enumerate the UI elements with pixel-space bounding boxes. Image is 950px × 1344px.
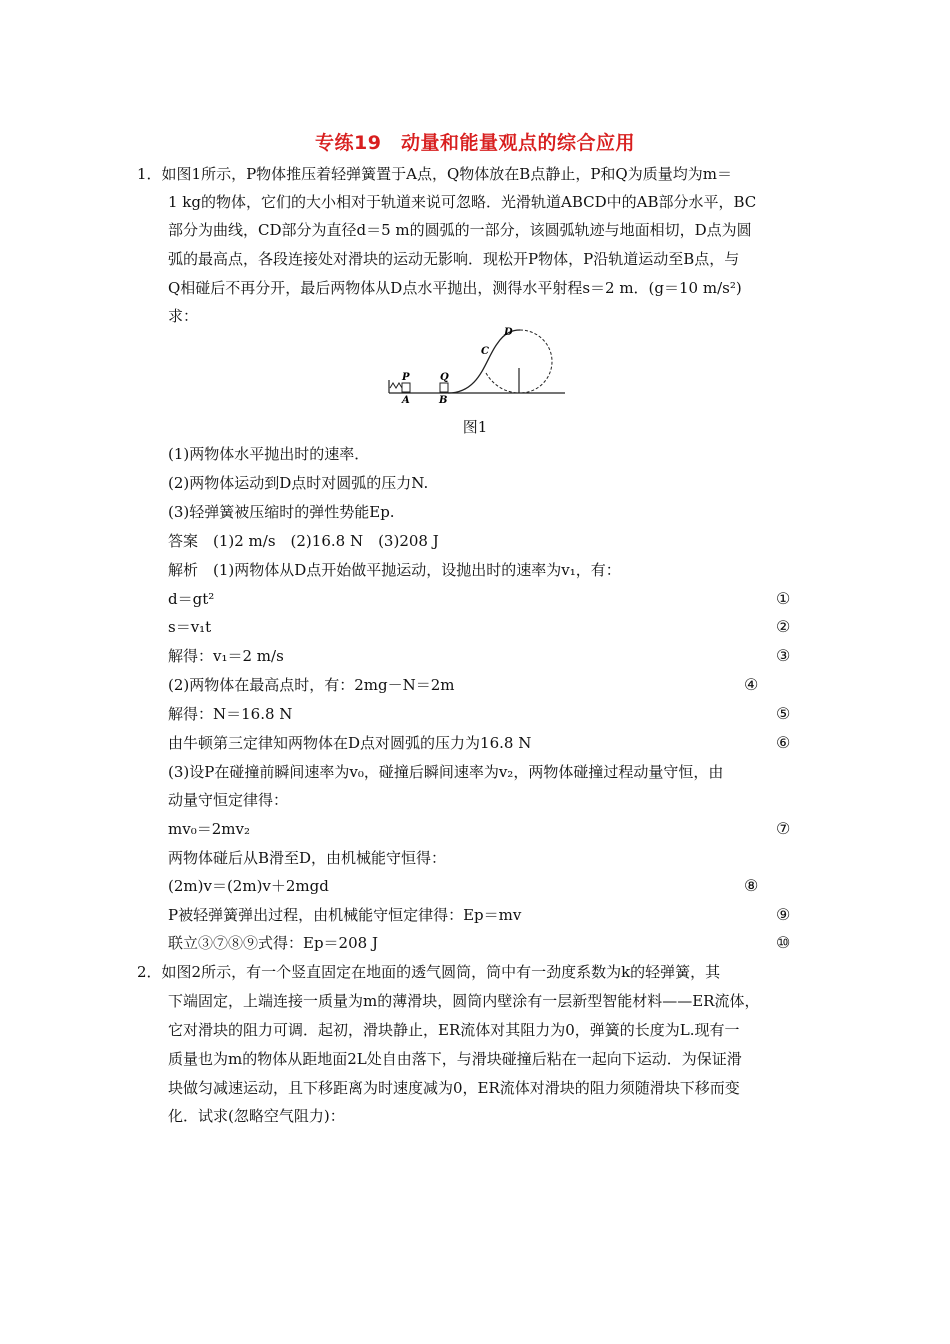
solution-line-14: 联立③⑦⑧⑨式得：Ep＝208 J (168, 934, 378, 952)
solution-line-5: (2)两物体在最高点时，有：2mg－N＝2m (168, 676, 455, 694)
equation-marker: ⑦ (776, 819, 791, 838)
problem-2-line-6: 化．试求(忽略空气阻力)： (168, 1107, 345, 1125)
solution-line-1: 解析 (1)两物体从D点开始做平抛运动，设抛出时的速率为v₁，有： (168, 561, 621, 579)
figure-label-p: P (402, 372, 410, 383)
solution-line-4: 解得：v₁＝2 m/s (168, 647, 284, 665)
problem-1-line-5: Q相碰后不再分开，最后两物体从D点水平抛出，测得水平射程s＝2 m．(g＝10 m/s²) (168, 279, 742, 297)
problem-1-line-2: 1 kg的物体，它们的大小相对于轨道来说可忽略．光滑轨道ABCD中的AB部分水平，BC (168, 193, 757, 211)
solution-line-12: (2m)v＝(2m)v＋2mgd (168, 877, 329, 895)
equation-marker: ⑧ (744, 876, 759, 895)
solution-line-3: s＝v₁t (168, 618, 212, 636)
page-title: 专练19 动量和能量观点的综合应用 (315, 132, 635, 154)
problem-2-line-3: 它对滑块的阻力可调．起初，滑块静止，ER流体对其阻力为0，弹簧的长度为L.现有一 (168, 1021, 740, 1039)
solution-line-2: d＝gt² (168, 590, 215, 608)
figure-label-d: D (504, 327, 513, 338)
figure-1-caption: 图1 (462, 418, 488, 436)
solution-line-9: 动量守恒定律得： (168, 791, 289, 809)
figure-1-diagram (385, 322, 570, 404)
problem-1-line-4: 弧的最高点，各段连接处对滑块的运动无影响．现松开P物体，P沿轨道运动至B点，与 (168, 250, 740, 268)
equation-marker: ① (776, 589, 791, 608)
equation-marker: ⑨ (776, 905, 791, 924)
figure-label-a: A (402, 395, 410, 404)
equation-marker: ② (776, 617, 791, 636)
solution-line-11: 两物体碰后从B滑至D，由机械能守恒得： (168, 849, 447, 867)
equation-marker: ⑥ (776, 733, 791, 752)
figure-label-b: B (439, 395, 448, 404)
problem-1-line-6: 求： (168, 307, 199, 325)
equation-marker: ④ (744, 675, 759, 694)
figure-label-q: Q (440, 372, 449, 383)
answer-line: 答案 (1)2 m/s (2)16.8 N (3)208 J (168, 532, 439, 550)
solution-line-8: (3)设P在碰撞前瞬间速率为v₀，碰撞后瞬间速率为v₂，两物体碰撞过程动量守恒，由 (168, 763, 724, 781)
solution-line-13: P被轻弹簧弹出过程，由机械能守恒定律得：Ep＝mv (168, 906, 522, 924)
problem-2-line-1: 2．如图2所示，有一个竖直固定在地面的透气圆筒，筒中有一劲度系数为k的轻弹簧，其 (137, 963, 721, 981)
figure-label-c: C (481, 346, 489, 357)
equation-marker: ⑩ (776, 933, 791, 952)
problem-2-line-2: 下端固定，上端连接一质量为m的薄滑块，圆筒内壁涂有一层新型智能材料——ER流体， (168, 992, 760, 1010)
problem-2-line-4: 质量也为m的物体从距地面2L处自由落下，与滑块碰撞后粘在一起向下运动．为保证滑 (168, 1050, 742, 1068)
equation-marker: ⑤ (776, 704, 791, 723)
problem-1-line-1: 1．如图1所示，P物体推压着轻弹簧置于A点，Q物体放在B点静止，P和Q为质量均为m＝ (137, 165, 732, 183)
equation-marker: ③ (776, 646, 791, 665)
question-1: (1)两物体水平抛出时的速率． (168, 445, 370, 463)
solution-line-10: mv₀＝2mv₂ (168, 820, 250, 838)
solution-line-7: 由牛顿第三定律知两物体在D点对圆弧的压力为16.8 N (168, 734, 532, 752)
problem-2-line-5: 块做匀减速运动，且下移距离为时速度减为0，ER流体对滑块的阻力须随滑块下移而变 (168, 1079, 740, 1097)
question-2: (2)两物体运动到D点时对圆弧的压力N. (168, 474, 429, 492)
question-3: (3)轻弹簧被压缩时的弹性势能Ep. (168, 503, 395, 521)
solution-line-6: 解得：N＝16.8 N (168, 705, 293, 723)
problem-1-line-3: 部分为曲线，CD部分为直径d＝5 m的圆弧的一部分，该圆弧轨迹与地面相切，D点为圆 (168, 221, 752, 239)
